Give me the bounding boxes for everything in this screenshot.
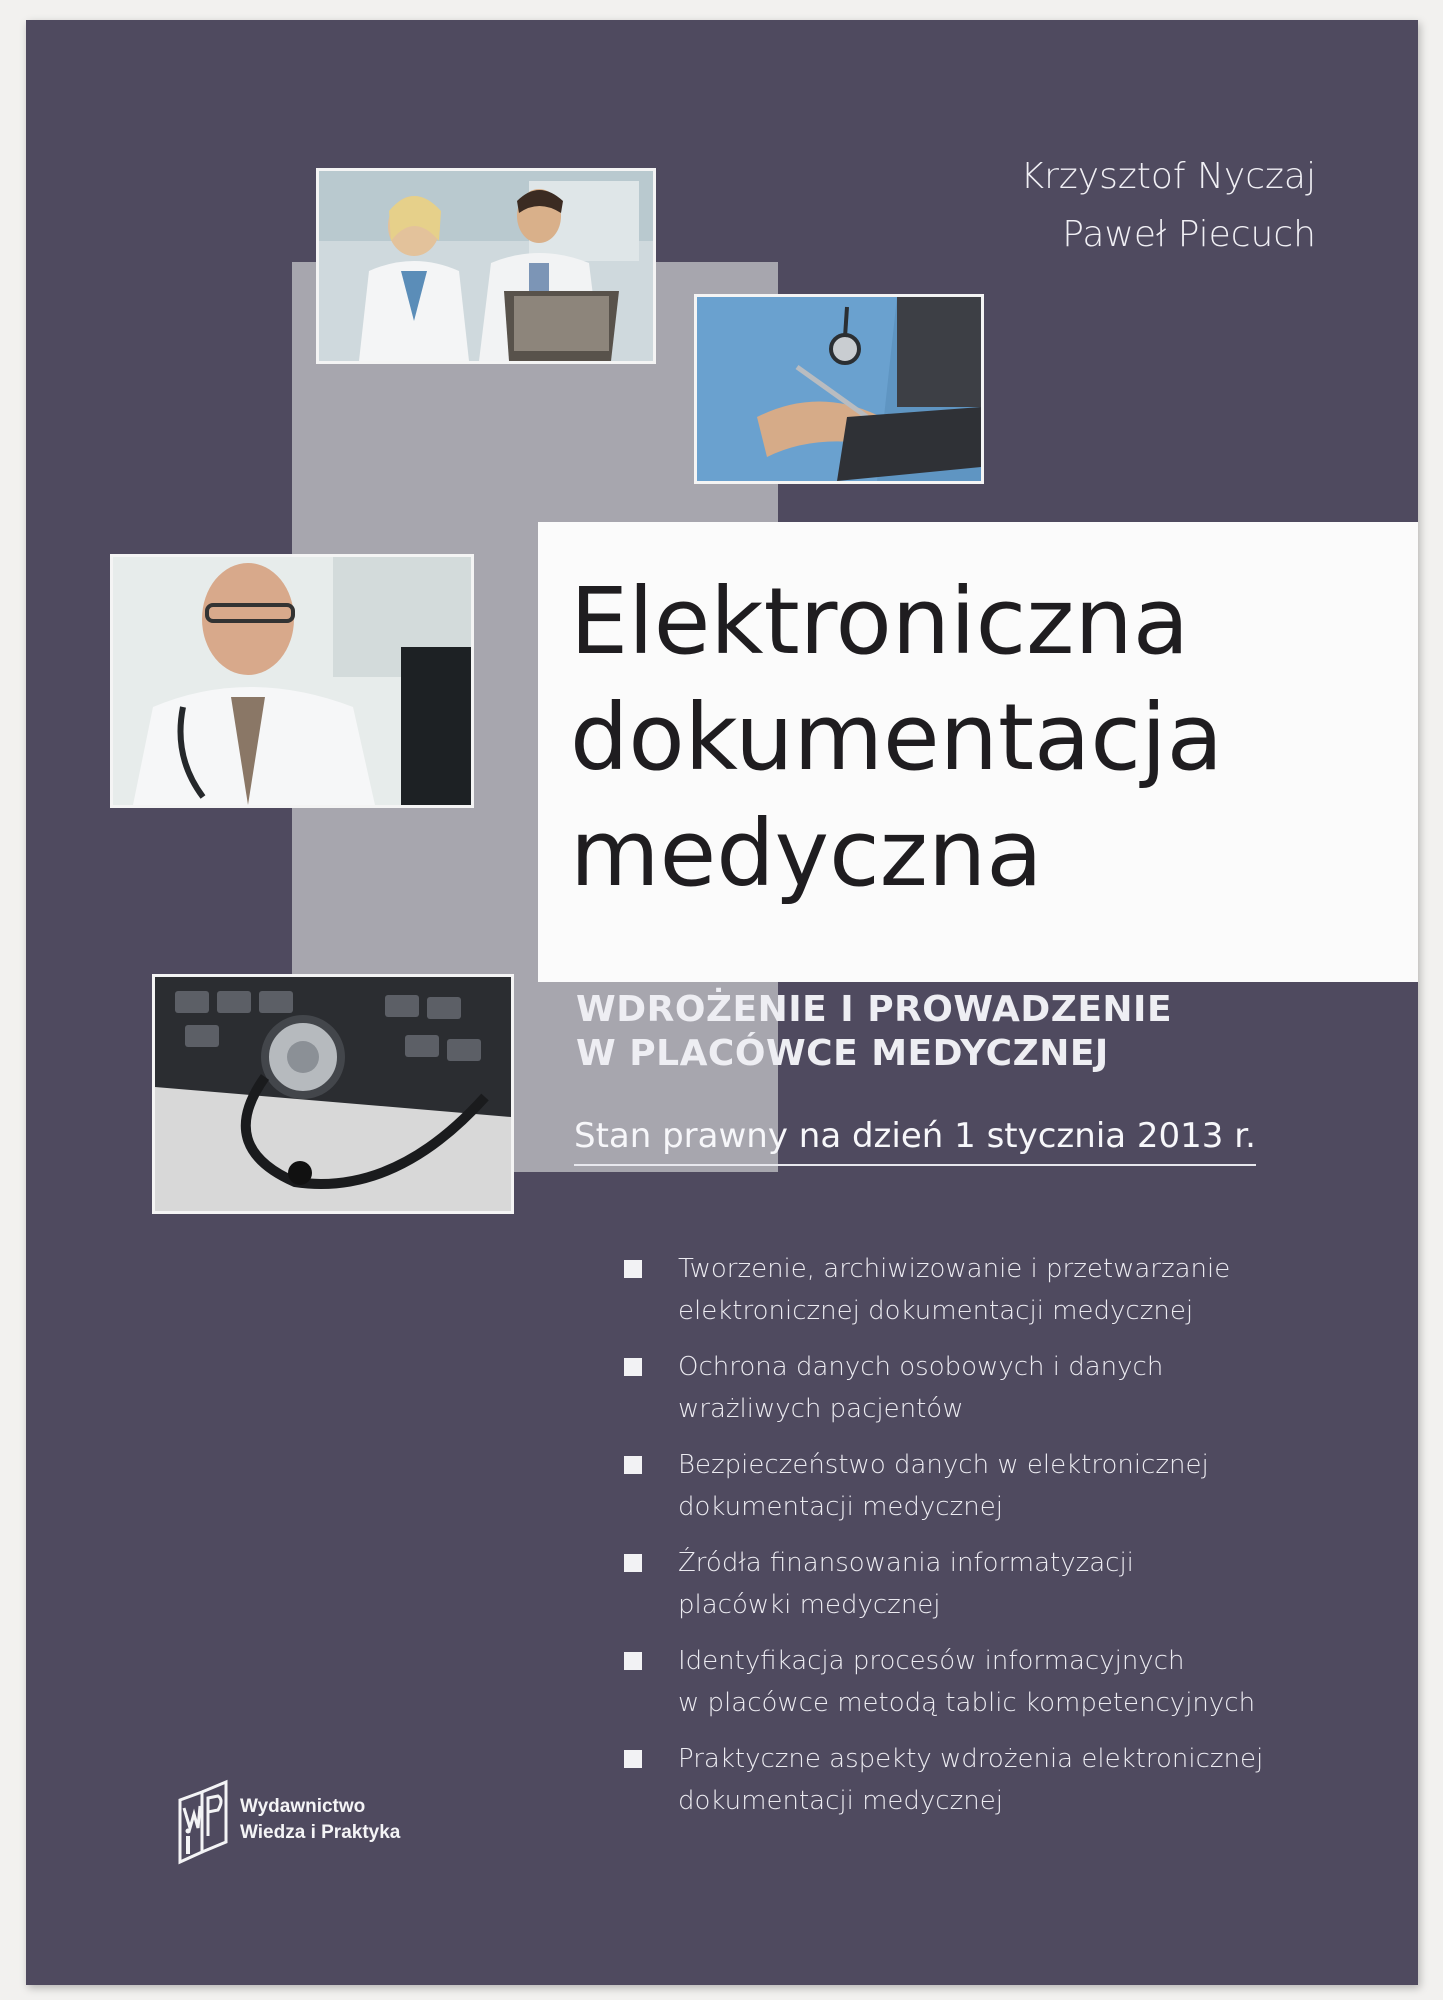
publisher-logo-icon (174, 1778, 232, 1868)
book-title (570, 564, 1223, 912)
list-item (624, 1738, 1324, 1822)
legal-status: Stan prawny na dzień 1 stycznia 2013 r. (574, 1114, 1256, 1166)
title-line: Elektroniczna (570, 568, 1190, 675)
bullet-square-icon (624, 1456, 642, 1474)
list-item-line: Ochrona danych osobowych i danych (678, 1352, 1164, 1382)
bullet-square-icon (624, 1358, 642, 1376)
book-subtitle (576, 988, 1172, 1076)
list-item-line: placówki medycznej (678, 1590, 941, 1620)
list-item (624, 1248, 1324, 1332)
list-item-line: elektronicznej dokumentacji medycznej (678, 1296, 1194, 1326)
list-item (624, 1640, 1324, 1724)
list-item-line: Bezpieczeństwo danych w elektronicznej (678, 1450, 1209, 1480)
bullet-square-icon (624, 1652, 642, 1670)
authors (1020, 148, 1316, 264)
subtitle-line: W PLACÓWCE MEDYCZNEJ (576, 1033, 1109, 1074)
bullet-square-icon (624, 1554, 642, 1572)
bullet-square-icon (624, 1260, 642, 1278)
list-item-line: Identyfikacja procesów informacyjnych (678, 1646, 1185, 1676)
subtitle-line: WDROŻENIE I PROWADZENIE (576, 989, 1173, 1030)
doctor-with-glasses-photo (110, 554, 474, 808)
publisher-name-line: Wydawnictwo (240, 1796, 366, 1817)
title-box (538, 522, 1418, 982)
topics-list (624, 1248, 1324, 1836)
author-name: Paweł Piecuch (1062, 214, 1316, 255)
list-item-line: w placówce metodą tablic kompetencyjnych (678, 1688, 1256, 1718)
publisher-name (240, 1794, 400, 1846)
author-name: Krzysztof Nyczaj (1020, 156, 1316, 197)
list-item-line: wrażliwych pacjentów (678, 1394, 964, 1424)
list-item-line: dokumentacji medycznej (678, 1492, 1003, 1522)
doctor-writing-tablet-photo (694, 294, 984, 484)
publisher-block (174, 1778, 434, 1868)
list-item-line: dokumentacji medycznej (678, 1786, 1003, 1816)
list-item-line: Praktyczne aspekty wdrożenia elektronicznej (678, 1744, 1264, 1774)
title-line: medyczna (570, 800, 1043, 907)
book-cover (26, 20, 1418, 1985)
list-item-line: Źródła finansowania informatyzacji (678, 1548, 1134, 1578)
list-item (624, 1444, 1324, 1528)
stethoscope-on-keyboard-photo (152, 974, 514, 1214)
list-item (624, 1346, 1324, 1430)
doctors-with-laptop-photo (316, 168, 656, 364)
list-item (624, 1542, 1324, 1626)
list-item-line: Tworzenie, archiwizowanie i przetwarzanie (678, 1254, 1231, 1284)
title-line: dokumentacja (570, 684, 1223, 791)
publisher-name-line: Wiedza i Praktyka (240, 1822, 401, 1843)
bullet-square-icon (624, 1750, 642, 1768)
